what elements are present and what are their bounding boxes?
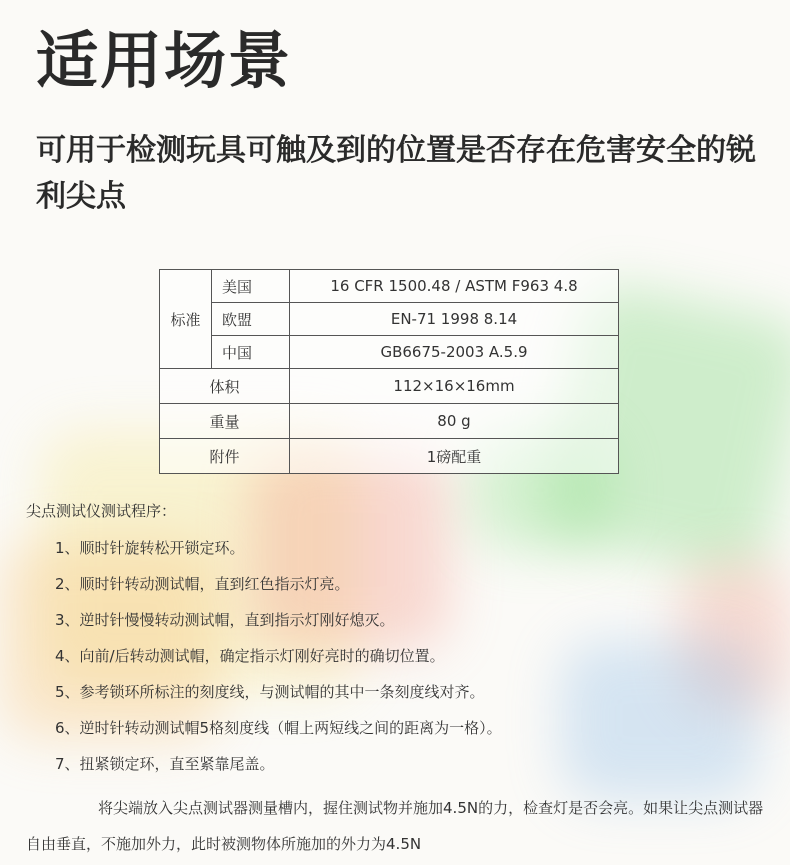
table-row — [160, 270, 619, 303]
row-label: 重量 — [160, 404, 290, 439]
list-item: 2、顺时针转动测试帽，直到红色指示灯亮。 — [55, 575, 350, 593]
standard-region: 欧盟 — [212, 303, 290, 336]
list-item: 1、顺时针旋转松开锁定环。 — [55, 539, 245, 557]
standard-value: EN-71 1998 8.14 — [290, 303, 619, 336]
list-item: 4、向前/后转动测试帽，确定指示灯刚好亮时的确切位置。 — [55, 647, 445, 665]
page-title: 适用场景 — [36, 24, 293, 97]
row-value: 112×16×16mm — [290, 369, 619, 404]
row-label: 附件 — [160, 439, 290, 474]
row-value: 80 g — [290, 404, 619, 439]
standard-label: 标准 — [160, 270, 212, 369]
standard-value: 16 CFR 1500.48 / ASTM F963 4.8 — [290, 270, 619, 303]
standard-region: 中国 — [212, 336, 290, 369]
row-value: 1磅配重 — [290, 439, 619, 474]
procedure-steps — [55, 530, 502, 782]
table-row — [160, 303, 619, 336]
standard-region: 美国 — [212, 270, 290, 303]
table-row — [160, 404, 619, 439]
procedure-heading: 尖点测试仪测试程序： — [26, 502, 177, 520]
table-row — [160, 439, 619, 474]
table-row — [160, 336, 619, 369]
table-row — [160, 369, 619, 404]
list-item: 6、逆时针转动测试帽5格刻度线（帽上两短线之间的距离为一格）。 — [55, 719, 502, 737]
description-paragraph: 将尖端放入尖点测试器测量槽内，握住测试物并施加4.5N的力，检查灯是否会亮。如果让尖点测试器自由垂直，不施加外力，此时被测物体所施加的外力为4.5N — [26, 799, 764, 853]
list-item: 3、逆时针慢慢转动测试帽，直到指示灯刚好熄灭。 — [55, 611, 395, 629]
standard-value: GB6675-2003 A.5.9 — [290, 336, 619, 369]
list-item: 5、参考锁环所标注的刻度线，与测试帽的其中一条刻度线对齐。 — [55, 683, 485, 701]
page-subtitle: 可用于检测玩具可触及到的位置是否存在危害安全的锐利尖点 — [36, 133, 756, 214]
row-label: 体积 — [160, 369, 290, 404]
list-item: 7、扭紧锁定环，直至紧靠尾盖。 — [55, 755, 275, 773]
spec-table — [159, 269, 619, 474]
